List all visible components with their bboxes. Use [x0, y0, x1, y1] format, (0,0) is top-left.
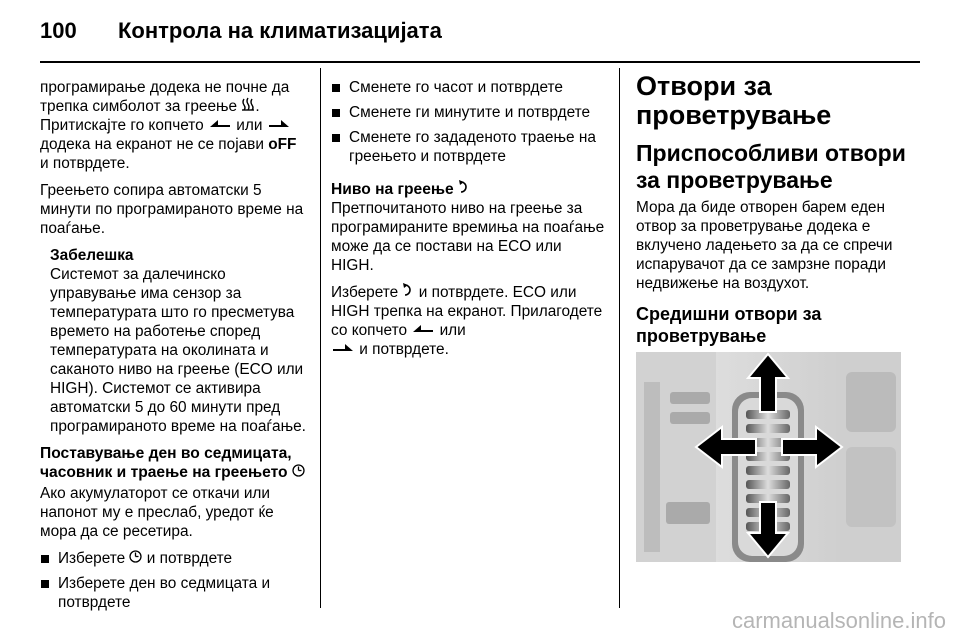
page-title: Контрола на климатизацијата: [118, 18, 442, 43]
paragraph-vents: Мора да биде отворен барем еден отвор за проветрување додека е вклучено ладењето за да се спречи испарувачот да се замрзне поради недвижење на воздухот.: [636, 199, 893, 292]
subsection-heading: Приспособливи отвори за проветрување: [636, 140, 906, 193]
vent-illustration: [636, 352, 901, 562]
bullet-select-day: Изберете ден во седмицата и потврдете: [40, 574, 308, 612]
paragraph-heat-level: Претпочитаното ниво на греење за програмираните времиња на поаѓање може да се постави на ECO или HIGH.: [331, 200, 605, 274]
clock-icon: [292, 463, 305, 482]
watermark: carmanualsonline.info: [731, 608, 946, 633]
paragraph-auto-stop: Греењето сопира автоматски 5 минути по програмираното време на поаѓање.: [40, 182, 304, 237]
heat-level-icon: [458, 180, 470, 199]
heading-setting: Поставување ден во седмицата, часовник и траење на греењето: [40, 444, 308, 482]
note-title: Забелешка: [50, 247, 134, 264]
bullet-hour: Сменете го часот и потврдете: [331, 78, 606, 97]
heading-center-vents: Средишни отвори за проветрување: [636, 304, 822, 346]
arrow-right-button-icon: [331, 340, 355, 359]
header-rule: [40, 61, 920, 63]
column-divider: [320, 68, 321, 608]
column-2: [331, 78, 606, 367]
arrow-right-button-icon: [267, 116, 291, 135]
arrow-left-button-icon: [411, 321, 435, 340]
arrow-left-button-icon: [208, 116, 232, 135]
note-box: [50, 246, 308, 436]
paragraph-reset: Ако акумулаторот се откачи или напонот му е преслаб, уредот ќе мора да се ресетира.: [40, 485, 274, 540]
heating-symbol-icon: [241, 97, 255, 116]
page-number: 100: [40, 18, 77, 43]
bullet-minutes: Сменете ги минутите и потврдете: [331, 103, 606, 122]
heat-level-icon: [402, 283, 414, 302]
paragraph-program: програмирање додека не почне да трепка симболот за греење . Притискајте го копчето или додека на екранот не се појави oFF и потврдете.: [40, 79, 297, 172]
paragraph-select-level: Изберете и потврдете. ECO или HIGH трепка на екранот. Прилагодете со копчето или и потврдете.: [331, 284, 603, 358]
page-header: [40, 12, 920, 52]
heading-heat-level: Ниво на греење: [331, 180, 606, 199]
column-3: [636, 72, 906, 351]
bullet-select-clock: Изберете и потврдете: [40, 549, 308, 568]
clock-icon: [129, 549, 142, 568]
bullet-duration: Сменете го зададеното траење на греењето и потврдете: [331, 128, 606, 166]
column-divider: [619, 68, 620, 608]
note-text: Системот за далечинско управување има сензор за температурата што го пресметува времето на работење според температурата на околината и саканото ниво на греење (ECO или HIGH). Системот се активира автоматски 5 до 60 минути пред програмираното време на поаѓање.: [50, 266, 306, 435]
column-1: [40, 78, 308, 618]
section-heading: Отвори за проветрување: [636, 71, 832, 130]
